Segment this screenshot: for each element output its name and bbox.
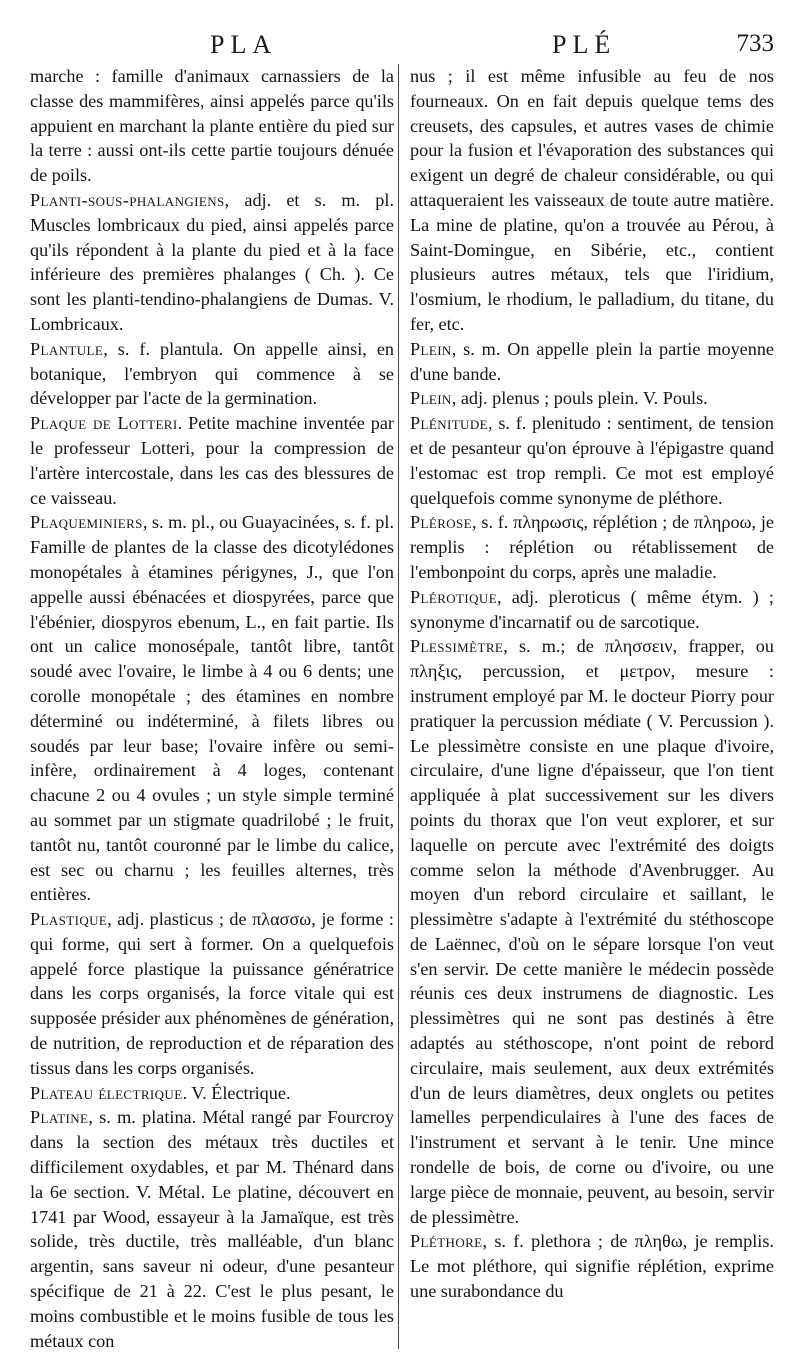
entry-text: , s. f. πληρωσις, réplétion ; de πληροω, je remplis : réplétion ou rétablissement de l'embonpoint du corps, après une maladie. [410, 512, 774, 582]
entry [30, 1105, 394, 1353]
entry-text: , s. m.; de πλησσειν, frapper, ou πληξις, percussion, et μετρον, mesure : instrument employé par M. le docteur Piorry pour pratiquer la percussion médiate ( V. Percussion ). Le plessimètre consiste en une plaque d'ivoire, circulaire, d'une ligne d'épaisseur, que l'on tient appliquée à plat successivement sur les divers points du thorax que l'on veut explorer, et sur laquelle on percute avec l'extrémité des doigts comme selon la méthode d'Avenbrugger. Au moyen d'un rebord circulaire et saillant, le plessimètre s'adapte à l'extrémité du stéthoscope de Laënnec, d'où on le sépare lorsque l'on veut s'en servir. De cette manière le médecin possède réunis ces deux instrumens de diagnostic. Les plessimètres qui ne sont pas destinés à être adaptés au stéthoscope, n'ont point de rebord circulaire, mais seulement, aux deux extrémités d'un de leurs diamètres, deux onglets ou petites lamelles perpendiculaires à l'une des faces de l'instrument et servant à le tenir. Une mince rondelle de bois, de corne ou d'ivoire, ou une large pièce de monnaie, peuvent, au besoin, servir de plessimètre. [410, 636, 774, 1227]
entry-headword: Plaqueminiers [30, 512, 143, 533]
entry-text: , s. m. On appelle plein la partie moyenne d'une bande. [410, 338, 774, 384]
entry-text: , s. m. platina. Métal rangé par Fourcroy dans la section des métaux très ductiles et difficilement oxydables, et par M. Thénard dans la 6e section. V. Métal. Le platine, découvert en 1741 par Wood, essayeur à la Jamaïque, est très solide, très ductile, très malléable, d'un blanc argentin, sans saveur ni odeur, d'une pesanteur spécifique de 21 à 22. C'est le plus pesant, le moins combustible et le moins fusible de tous les métaux con [30, 1107, 394, 1351]
entry-text: , s. m. pl., ou Guayacinées, s. f. pl. Famille de plantes de la classe des dicotylédones monopétales à étamines périgynes, J., que l'on appelle aussi ébénacées et diospyrées, parce que l'ébénier, diospyros ebenum, L., en fait partie. Ils ont un calice monosépale, tantôt libre, tantôt soudé avec l'ovaire, le limbe à 4 ou 6 dents; une corolle monopétale ; des étamines en nombre déterminé ou indéterminé, à filets libres ou soudés par leur base; l'ovaire infère ou semi-infère, ordinairement à 4 loges, contenant chacune 2 ou 4 ovules ; un style simple terminé au sommet par un stigmate quadrilobé ; le fruit, tantôt nu, tantôt couronné par le limbe du calice, est sec ou charnu ; les feuilles alternes, très entières. [30, 512, 394, 905]
entry-text: nus ; il est même infusible au feu de nos fourneaux. On en fait depuis quelque tems des creusets, des capsules, et autres vases de chimie pour la fusion et l'évaporation des substances qui exigent un degré de chaleur considérable, ou qui attaqueraient les vaisseaux de toute autre matière. La mine de platine, qu'on a trouvée au Pérou, à Saint-Domingue, en Sibérie, etc., contient plusieurs autres métaux, tels que l'iridium, l'osmium, le rhodium, le palladium, du titane, du fer, etc. [410, 66, 774, 334]
running-header [0, 30, 800, 66]
page-number: 733 [736, 30, 774, 57]
entry-text: , s. f. plenitudo : sentiment, de tension et de pesanteur qu'on éprouve à l'épigastre quand l'estomac est trop rempli. Ce mot est employé quelquefois comme synonyme de pléthore. [410, 413, 774, 508]
entry [30, 907, 394, 1081]
entry [410, 411, 774, 510]
entry [30, 510, 394, 907]
entry-text: , adj. et s. m. pl. Muscles lombricaux du pied, ainsi appelés parce qu'ils répondent à la plante du pied et à la face inférieure des premières phalanges ( Ch. ). Ce sont les planti-tendino-phalangiens de Dumas. V. Lombricaux. [30, 189, 394, 334]
column-divider [398, 64, 399, 1349]
entry-headword: Plérotique [410, 586, 498, 607]
entry-text: . Petite machine inventée par le professeur Lotteri, pour la compression de l'artère intercostale, dans les cas des blessures de ce vaisseau. [30, 413, 394, 508]
left-column [30, 64, 394, 1354]
right-column [410, 64, 774, 1354]
entry-headword: Planti-sous-phalangiens [30, 189, 225, 210]
entry-headword: Plateau électrique [30, 1082, 183, 1103]
entry-text: , s. f. plantula. On appelle ainsi, en botanique, l'embryon qui commence à se développer par l'acte de la germination. [30, 338, 394, 409]
entry-text: , adj. pleroticus ( même étym. ) ; synonyme d'incarnatif ou de sarcotique. [410, 586, 774, 632]
entry [410, 510, 774, 584]
entry-headword: Plaque de Lotteri [30, 413, 178, 434]
entry [30, 337, 394, 411]
entry [410, 1229, 774, 1303]
entry-text: , adj. plasticus ; de πλασσω, je forme : qui forme, qui sert à former. On a quelquefois appelé force plastique la puissance génératrice dans les corps organisés, la force vitale qui est supposée présider aux phénomènes de génération, de nutrition, de reproduction et de réparation des tissus dans les corps organisés. [30, 909, 394, 1078]
entry [30, 1081, 394, 1106]
entry-text: marche : famille d'animaux carnassiers de la classe des mammifères, ainsi appelés parce qu'ils appuient en marchant la plante entière du pied sur la terre : aussi ont-ils cette partie toujours dénuée de poils. [30, 66, 394, 186]
entry-headword: Plein [410, 388, 452, 409]
entry-text: , s. f. plethora ; de πληθω, je remplis. Le mot pléthore, qui signifie réplétion, exprime une surabondance du [410, 1231, 774, 1302]
entry-headword: Plein [410, 338, 452, 359]
entry [30, 64, 394, 188]
entry-text: , adj. plenus ; pouls plein. V. Pouls. [451, 388, 708, 409]
entry-headword: Plantule [30, 338, 104, 359]
entry [410, 634, 774, 1229]
entry [410, 585, 774, 635]
entry-headword: Pléthore [410, 1231, 483, 1252]
entry-text: . V. Électrique. [182, 1082, 291, 1103]
entry-headword: Plastique [30, 909, 108, 930]
entry [410, 386, 774, 411]
entry-headword: Plérose [410, 512, 473, 533]
entry-headword: Platine [30, 1107, 89, 1128]
entry-headword: Plénitude [410, 413, 488, 434]
entry-headword: Plessimètre [410, 636, 504, 657]
header-left-guideword: PLA [210, 30, 278, 59]
entry [410, 337, 774, 387]
entry [30, 188, 394, 337]
entry [30, 411, 394, 510]
header-right-guideword: PLÉ [552, 30, 617, 59]
entry [410, 64, 774, 337]
